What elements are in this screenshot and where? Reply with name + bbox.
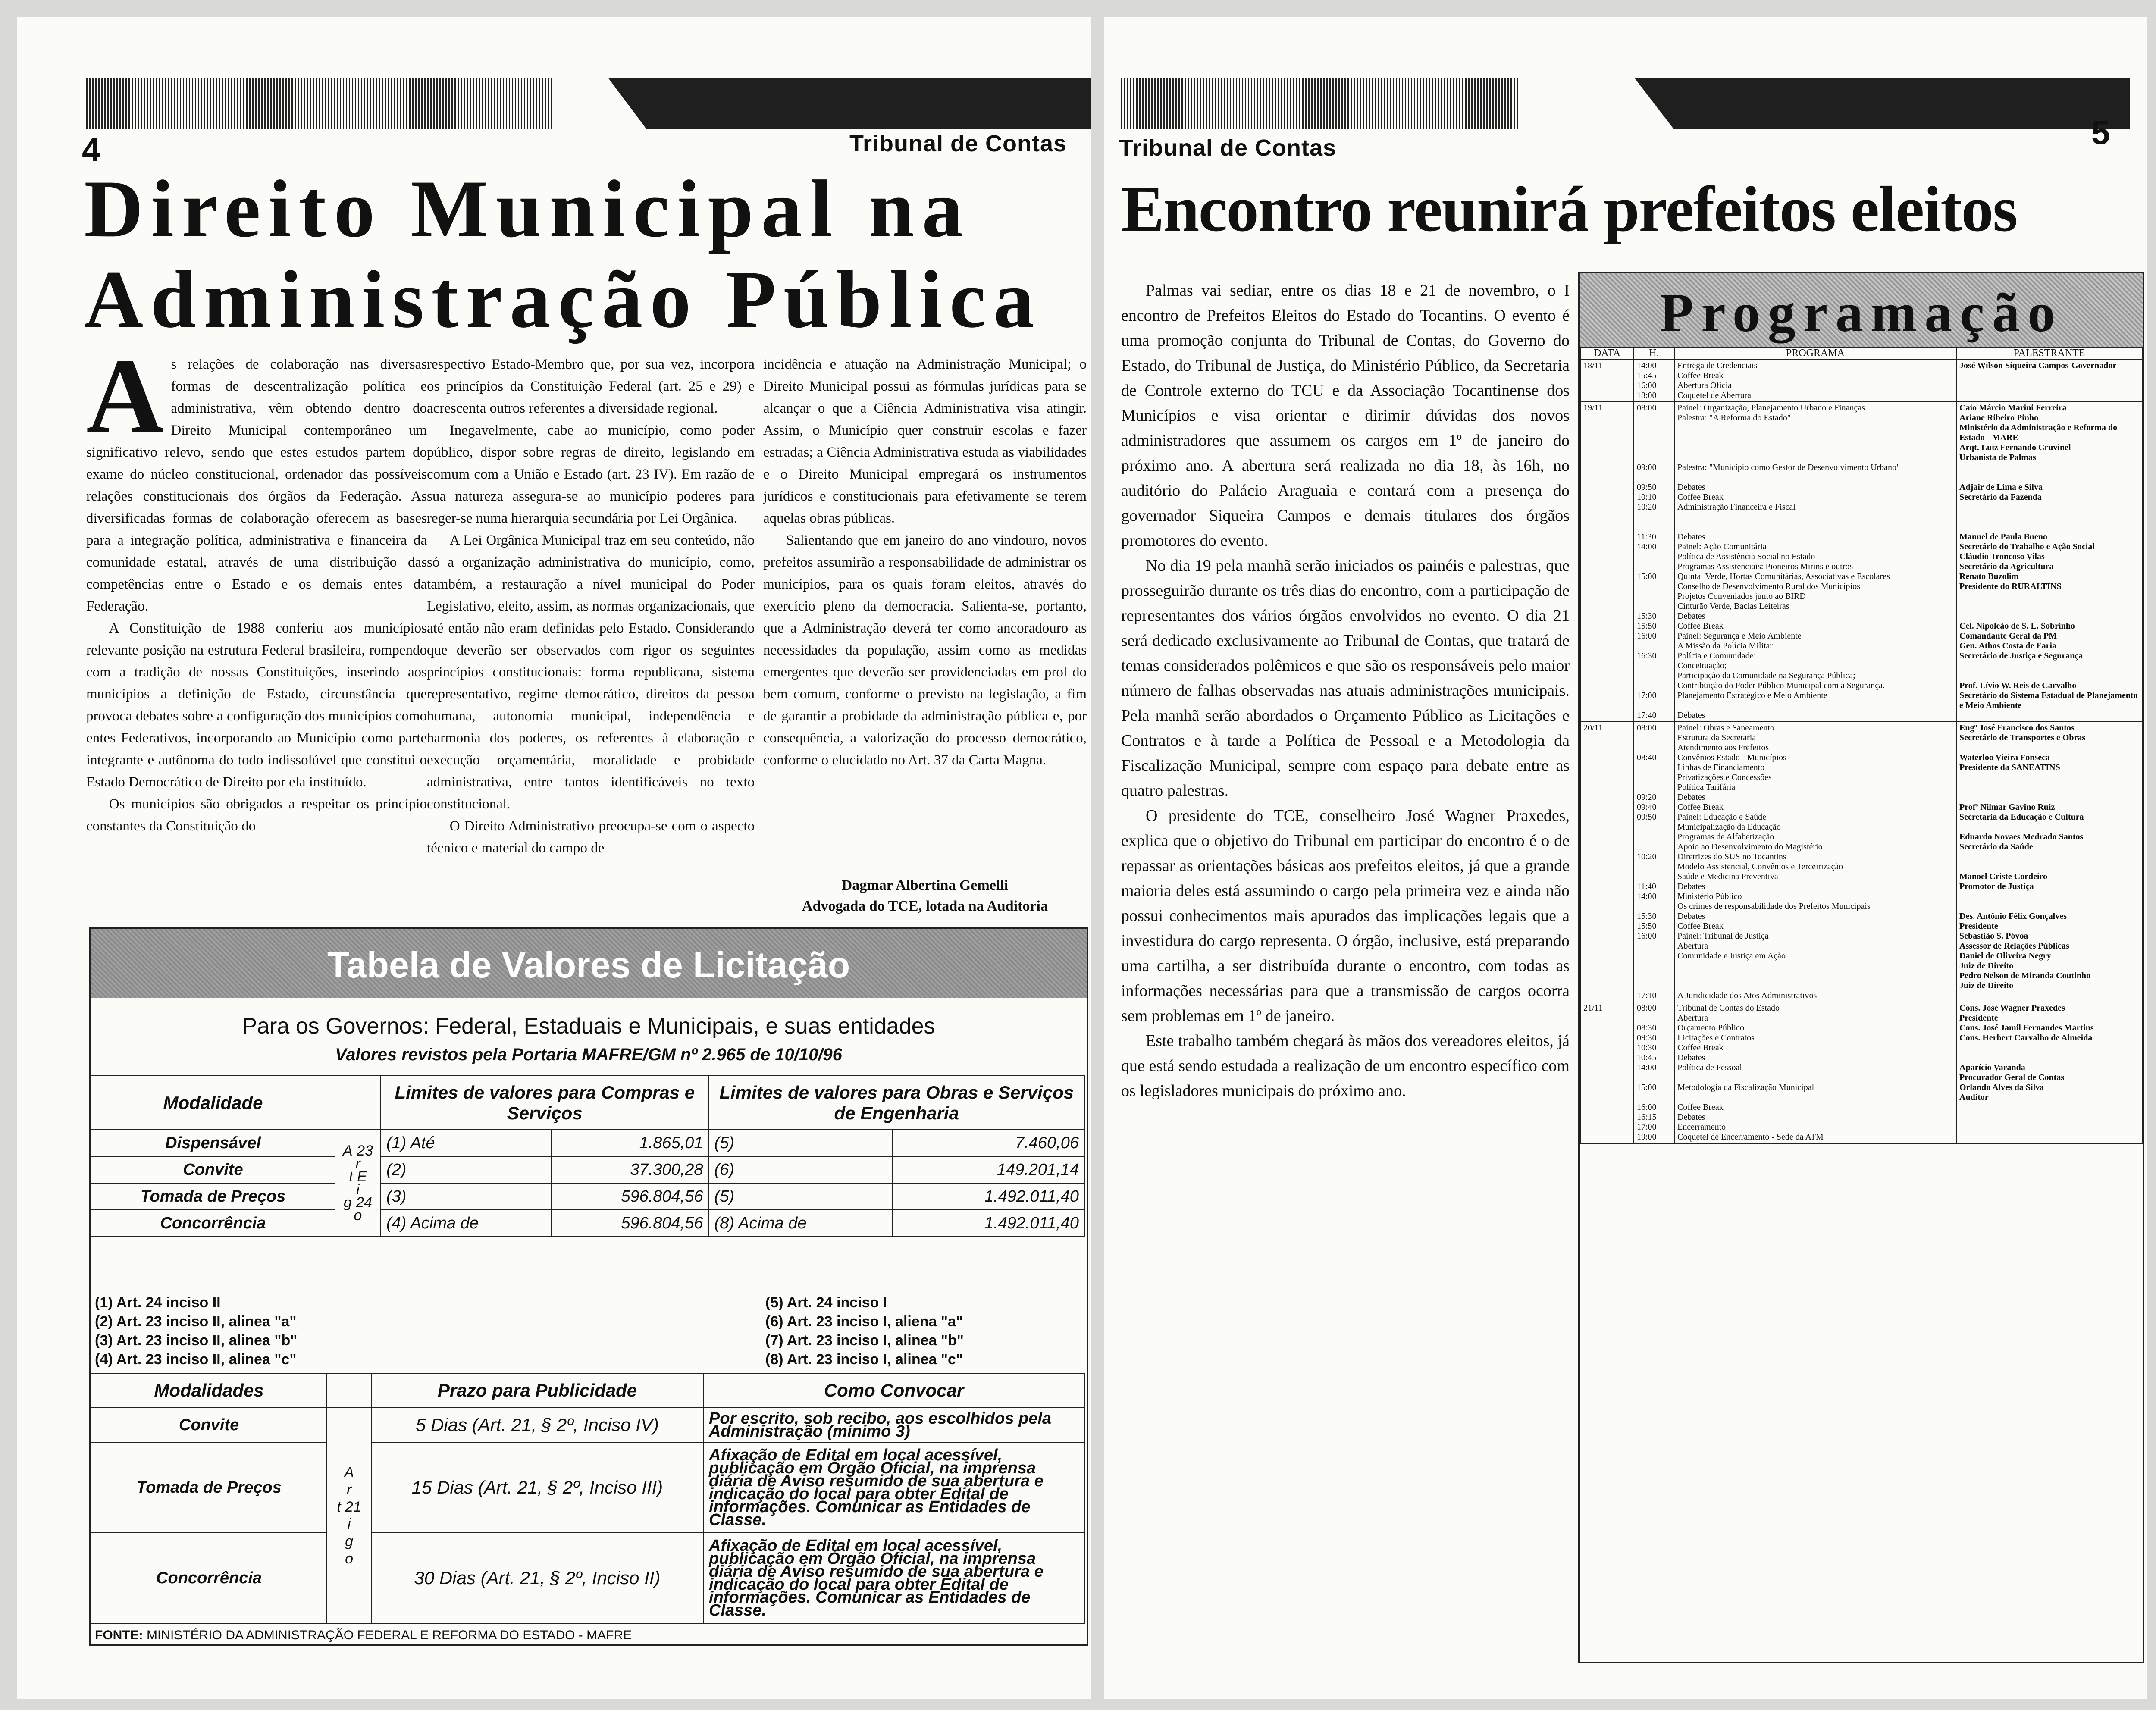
obras-label: (5) <box>709 1130 893 1156</box>
header-solid-band <box>608 78 1091 129</box>
artigo-letter: t <box>349 1168 353 1185</box>
paragraph: O presidente do TCE, conselheiro José Wagner Praxedes, explica que o objetivo do Tribunal em participar do encontro é o de repassar as orientações básicas aos prefeitos eleitos, já que a grande maioria deles está assumindo o cargo pela primeira vez e ainda não possui conhecimentos mais apurados das implicações legais que a investidura do cargo representa. O órgão, inclusive, está preparando uma cartilha, a ser distribuída durante o encontro, com todas as informações necessárias para que a transmissão de cargos ocorra sem problemas em 1º de janeiro. <box>1121 807 1570 1025</box>
table-row <box>91 1156 1084 1183</box>
col-header-compras: Limites de valores para Compras e Serviços <box>381 1076 709 1130</box>
row-modalidade: Tomada de Preços <box>91 1442 327 1533</box>
note: (6) Art. 23 inciso I, aliena "a" <box>765 1313 963 1330</box>
table-row <box>1580 722 2142 1002</box>
col2-paragraph-3: A Lei Orgânica Municipal traz em seu conteúdo, não só a organização administrativa do município, como, também, a restauração a nível municipal do Poder Legislativo, eleito, assim, as normas organizacionais, que até então não eram definidas pelo Estado. Considerando que deverão ser observados com rigor os seguintes princípios constitucionais: forma republicana, sistema representativo, regime democrático, direitos da pessoa humana, autonomia municipal, independência e harmonia dos poderes, os referentes à elaboração e execução orçamentária, moralidade e probidade administrativa, entre tantos identificáveis no texto constitucional. <box>427 532 755 812</box>
col-header-prazo: Prazo para Publicidade <box>371 1373 703 1408</box>
licitacao-portaria: Valores revistos pela Portaria MAFRE/GM nº 2.965 de 10/10/96 <box>335 1045 842 1064</box>
header-hatch-band <box>1121 78 1518 129</box>
headline-line-1: Direito Municipal na <box>84 164 971 254</box>
compras-value: 37.300,28 <box>551 1156 709 1183</box>
row-modalidade: Tomada de Preços <box>91 1183 335 1210</box>
obras-label: (8) Acima de <box>709 1210 893 1237</box>
compras-value: 596.804,56 <box>551 1183 709 1210</box>
compras-label: (3) <box>381 1183 551 1210</box>
programacao-box <box>1578 272 2144 1663</box>
day-times: 08:00 08:40 09:20 09:40 09:50 10:20 11:40 14:00 15:30 15:50 16:00 17:10 <box>1634 722 1674 1002</box>
row-modalidade: Convite <box>91 1408 327 1442</box>
day-date: 19/11 <box>1580 402 1634 722</box>
artigo-letter: i <box>347 1516 351 1532</box>
paragraph: Este trabalho também chegará às mãos dos vereadores eleitos, já que está sendo estudada a realização de um encontro específico com os legisladores municipais do próximo ano. <box>1121 1032 1570 1100</box>
artigo-number: 21 <box>345 1499 361 1515</box>
prazo-value: 5 Dias (Art. 21, § 2º, Inciso IV) <box>371 1408 703 1442</box>
col2-paragraph-1: respectivo Estado-Membro que, por sua vez, incorpora os princípios da Constituição Federal (art. 25 e 29) e acrescenta outros referentes a diversidade regional. <box>427 357 755 416</box>
artigo-letter: A <box>344 1464 354 1481</box>
drop-cap: A <box>86 336 164 456</box>
fonte-label: FONTE: <box>95 1628 143 1642</box>
day-programa: Painel: Organização, Planejamento Urbano e Finanças Palestra: "A Reforma do Estado" Palestra: "Município como Gestor de Desenvolvimento Urbano" Debates Coffee Break Administração Financeira e Fiscal Debates Painel: Ação Comunitária Política de Assistência Social no Estado Programas Assistenciais: Pioneiros Mirins e outros Quintal Verde, Hortas Comunitárias, Associativas e Escolares Conselho de Desenvolvimento Rural dos Municípios Projetos Conveniados junto ao BIRD Cinturão Verde, Bacias Leiteiras Debates Coffee Break Painel: Segurança e Meio Ambiente A Missão da Polícia Militar Polícia e Comunidade: Conceituação; Participação da Comunidade na Segurança Pública; Contribuição do Poder Público Municipal com a Segurança. Planejamento Estratégico e Meio Ambiente Debates <box>1674 402 1956 722</box>
licitacao-table-box <box>89 927 1088 1646</box>
artigo-letter: A <box>343 1143 353 1159</box>
artigo-letter: r <box>355 1156 360 1172</box>
table-row <box>91 1442 1084 1533</box>
day-programa: Entrega de Credenciais Coffee Break Abertura Oficial Coquetel de Abertura <box>1674 360 1956 402</box>
byline-role: Advogada do TCE, lotada na Auditoria <box>802 898 1048 914</box>
table-row <box>91 1130 1084 1156</box>
note: (8) Art. 23 inciso I, alinea "c" <box>765 1351 963 1368</box>
artigo-ref: 24 <box>356 1194 373 1211</box>
col-header-convocar: Como Convocar <box>703 1373 1084 1408</box>
col-header-artigo-spacer <box>327 1373 371 1408</box>
day-date: 18/11 <box>1580 360 1634 402</box>
col3-paragraph-1: incidência e atuação na Administração Municipal; o Direito Municipal possui as fórmulas jurídicas para se alcançar o que a Ciência Administrativa visa atingir. Assim, o Município quer construir escolas e fazer estradas; a Ciência Administrativa estuda as viabilidades e o Direito Municipal empregará os instrumentos jurídicos e constitucionais para efetivamente se terem aquelas obras públicas. <box>763 357 1087 526</box>
day-palestrante: Engº José Francisco dos Santos Secretário de Transportes e Obras Waterloo Vieira Fonseca Presidente da SANEATINS Profª Nilmar Gavino Ruiz Secretária da Educação e Cultura Eduardo Novaes Medrado Santos Secretário da Saúde Manoel Criste Cordeiro Promotor de Justiça Des. Antônio Félix Gonçalves Presidente Sebastião S. Póvoa Assessor de Relações Públicas Daniel de Oliveira Negry Juiz de Direito Pedro Nelson de Miranda Coutinho Juiz de Direito <box>1956 722 2142 1002</box>
col-header-programa: PROGRAMA <box>1674 347 1956 360</box>
day-programa: Tribunal de Contas do Estado Abertura Orçamento Público Licitações e Contratos Coffee Break Debates Política de Pessoal Metodologia da Fiscalização Municipal Coffee Break Debates Encerramento Coquetel de Encerramento - Sede da ATM <box>1674 1002 1956 1143</box>
licitacao-title: Tabela de Valores de Licitação <box>327 945 850 985</box>
day-times: 08:00 09:00 09:50 10:10 10:20 11:30 14:00 15:00 15:30 15:50 16:00 16:30 17:00 17:40 <box>1634 402 1674 722</box>
byline <box>763 875 1087 917</box>
programacao-table <box>1580 347 2143 1144</box>
notes-right <box>765 1293 964 1369</box>
day-palestrante: Cons. José Wagner Praxedes Presidente Cons. José Jamil Fernandes Martins Cons. Herbert Carvalho de Almeida Aparício Varanda Procurador Geral de Contas Orlando Alves da Silva Auditor <box>1956 1002 2142 1143</box>
programacao-title: Programação <box>1660 282 2063 343</box>
note: (7) Art. 23 inciso I, alinea "b" <box>765 1332 964 1349</box>
day-programa: Painel: Obras e Saneamento Estrutura da Secretaria Atendimento aos Prefeitos Convênios Estado - Municípios Linhas de Financiamento Privatizações e Concessões Política Tarifária Debates Coffee Break Painel: Educação e Saúde Municipalização da Educação Programas de Alfabetização Apoio ao Desenvolvimento do Magistério Diretrizes do SUS no Tocantins Modelo Assistencial, Convênios e Terceirização Saúde e Medicina Preventiva Debates Ministério Público Os crimes de responsabilidade dos Prefeitos Municipais Debates Coffee Break Painel: Tribunal de Justiça Abertura Comunidade e Justiça em Ação A Juridicidade dos Atos Administrativos <box>1674 722 1956 1002</box>
day-palestrante: Caio Márcio Marini Ferreira Ariane Ribeiro Pinho Ministério da Administração e Reforma do Estado - MARE Arqt. Luiz Fernando Cruvinel Urbanista de Palmas Adjair de Lima e Silva Secretário da Fazenda Manuel de Paula Bueno Secretário do Trabalho e Ação Social Cláudio Troncoso Vilas Secretário da Agricultura Renato Buzolim Presidente do RURALTINS Cel. Nipoleão de S. L. Sobrinho Comandante Geral da PM Gen. Athos Costa de Faria Secretário de Justiça e Segurança Prof. Lívio W. Reis de Carvalho Secretário do Sistema Estadual de Planejamento e Meio Ambiente <box>1956 402 2142 722</box>
day-times: 14:00 15:45 16:00 18:00 <box>1634 360 1674 402</box>
col1-paragraph-1: s relações de colaboração nas diversas formas de descentralização política e administrativa, vêm obtendo dentro do Direito Municipal contemporâneo um significativo relevo, sendo que estes estudos partem do exame do núcleo constitucional, ordenador das possíveis relações constitucionais dos órgãos da Federação. As diversificadas formas de colaboração oferecem as bases para a integração política, administrativa e financeira da comunidade estatal, através de uma distribuição das competências entre o Estado e os demais entes da Federação. <box>86 357 427 614</box>
col-header-data: DATA <box>1580 347 1634 360</box>
prazos-table <box>91 1373 1085 1624</box>
paragraph: No dia 19 pela manhã serão iniciados os painéis e palestras, que prosseguirão durante os três dias do encontro, com a participação de representantes dos vários órgãos envolvidos no evento. O dia 21 será dedicado exclusivamente ao Tribunal de Contas, que tratará de temas considerados polêmicos e que são os responsáveis pelo maior número de falhas observadas nas atuais administrações municipais. Pela manhã serão abordados o Orçamento Público as Licitações e Contratos e à tarde a Política de Pessoal e a Metodologia da Fiscalização Municipal, sempre com espaço para debate entre as quatro palestras. <box>1121 557 1570 800</box>
artigo-letter: g <box>343 1194 352 1211</box>
day-date: 21/11 <box>1580 1002 1634 1143</box>
col-header-obras: Limites de valores para Obras e Serviços de Engenharia <box>709 1076 1085 1130</box>
artigo-ref: 23 <box>357 1143 373 1159</box>
article-column-1 <box>86 336 427 837</box>
page-5 <box>1104 17 2147 1699</box>
col-header-modalidade: Modalidade <box>91 1076 335 1130</box>
headline: Encontro reunirá prefeitos eleitos <box>1121 173 2017 245</box>
day-date: 20/11 <box>1580 722 1634 1002</box>
day-palestrante: José Wilson Siqueira Campos-Governador <box>1956 360 2142 402</box>
note: (4) Art. 23 inciso II, alinea "c" <box>95 1351 297 1368</box>
compras-label: (1) Até <box>381 1130 551 1156</box>
artigo-cell <box>327 1408 371 1623</box>
note: (1) Art. 24 inciso II <box>95 1294 221 1311</box>
compras-value: 596.804,56 <box>551 1210 709 1237</box>
table-row <box>91 1533 1084 1623</box>
running-head: Tribunal de Contas <box>1119 135 1337 161</box>
fonte-text: MINISTÉRIO DA ADMINISTRAÇÃO FEDERAL E REFORMA DO ESTADO - MAFRE <box>147 1628 632 1642</box>
header-hatch-band <box>86 78 552 129</box>
note: (2) Art. 23 inciso II, alinea "a" <box>95 1313 297 1330</box>
row-modalidade: Concorrência <box>91 1533 327 1623</box>
day-times: 08:00 08:30 09:30 10:30 10:45 14:00 15:00 16:00 16:15 17:00 19:00 <box>1634 1002 1674 1143</box>
header-solid-band <box>1634 78 2130 129</box>
row-modalidade: Concorrência <box>91 1210 335 1237</box>
obras-value: 149.201,14 <box>892 1156 1084 1183</box>
table-row <box>91 1183 1084 1210</box>
running-head: Tribunal de Contas <box>849 131 1067 157</box>
convocar-value: Afixação de Edital em local acessível, publicação em Órgão Oficial, na imprensa diária de Aviso resumido de sua abertura e indicação do local para obter Edital de informações. Comunicar as Entidades de Classe. <box>703 1533 1084 1623</box>
headline-line-2: Administração Pública <box>84 254 1042 345</box>
artigo-letter: i <box>356 1181 360 1198</box>
col3-paragraph-2: Salientando que em janeiro do ano vindouro, novos prefeitos assumirão a responsabilidade de administrar os municípios, para os quais foram eleitos, através do exercício pleno da democracia. Salienta-se, portanto, que a Administração deverá ter como ancoradouro as necessidades da população, assim como as medidas emergentes que deverão ser providenciadas em prol do bem comum, conforme o previsto na legislação, a fim de garantir a probidade da administração pública e, por consequência, a valorização do processo democrático, conforme o elucidado no Art. 37 da Carta Magna. <box>763 532 1087 768</box>
limites-table <box>91 1075 1085 1237</box>
page-number: 5 <box>2091 113 2110 151</box>
obras-label: (6) <box>709 1156 893 1183</box>
artigo-letter: o <box>345 1550 354 1567</box>
artigo-ref: E <box>357 1168 367 1185</box>
fonte-line <box>95 1628 632 1643</box>
note: (3) Art. 23 inciso II, alinea "b" <box>95 1332 298 1349</box>
prazo-value: 15 Dias (Art. 21, § 2º, Inciso III) <box>371 1442 703 1533</box>
col1-paragraph-3: Os municípios são obrigados a respeitar os princípio constantes da Constituição do <box>86 796 427 834</box>
obras-value: 1.492.011,40 <box>892 1210 1084 1237</box>
artigo-letter: t <box>337 1499 341 1515</box>
col2-paragraph-4: O Direito Administrativo preocupa-se com o aspecto técnico e material do campo de <box>427 818 755 856</box>
convocar-value: Por escrito, sob recibo, aos escolhidos pela Administração (mínimo 3) <box>703 1408 1084 1442</box>
artigo-letter: g <box>345 1533 354 1550</box>
licitacao-subtitle: Para os Governos: Federal, Estaduais e Municipais, e suas entidades <box>242 1014 935 1039</box>
article-body <box>1121 278 1570 1103</box>
col-header-artigo-spacer <box>335 1076 381 1130</box>
compras-label: (2) <box>381 1156 551 1183</box>
artigo-letter: o <box>354 1207 362 1224</box>
artigo-letter: r <box>346 1481 352 1498</box>
col-header-modalidades: Modalidades <box>91 1373 327 1408</box>
article-column-2 <box>427 354 755 859</box>
table-row <box>1580 1002 2142 1143</box>
page-4 <box>17 17 1091 1699</box>
col-header-hora: H. <box>1634 347 1674 360</box>
compras-value: 1.865,01 <box>551 1130 709 1156</box>
article-column-3 <box>763 354 1087 771</box>
notes-left <box>95 1293 297 1369</box>
table-row <box>91 1210 1084 1237</box>
artigo-cell <box>335 1130 381 1237</box>
byline-name: Dagmar Albertina Gemelli <box>841 877 1009 893</box>
table-row <box>1580 360 2142 402</box>
col-header-palestrante: PALESTRANTE <box>1956 347 2142 360</box>
table-row <box>1580 402 2142 722</box>
page-number: 4 <box>82 131 101 169</box>
obras-value: 7.460,06 <box>892 1130 1084 1156</box>
table-row <box>91 1408 1084 1442</box>
col2-paragraph-2: Inegavelmente, cabe ao município, como poder público, dispor sobre regras de direito, legislando em comum com a União e Estado (art. 23 IV). Em razão de sua natureza assegura-se ao município poderes para reger-se numa hierarquia secundária por Lei Orgânica. <box>427 423 755 526</box>
col1-paragraph-2: A Constituição de 1988 conferiu aos municípios relevante posição na estrutura Federal brasileira, rompendo com a tradição de nossas Constituições, inserindo aos municípios a definição de Estado, circunstância que provoca debates sobre a configuração dos municípios como entes Federativos, incorporando ao Município como parte integrante e autônoma do todo indissolúvel que constitui o Estado Democrático de Direito por ela instituído. <box>86 620 427 790</box>
paragraph: Palmas vai sediar, entre os dias 18 e 21 de novembro, o I encontro de Prefeitos Eleitos do Estado do Tocantins. O evento é uma promoção conjunta do Tribunal de Contas, do Governo do Estado, do Tribunal de Justiça, do Ministério Público, da Secretaria de Controle externo do TCU e da Associação Tocantinense dos Municípios e visa orientar e dirimir dúvidas dos novos administradores que assumem os cargos em 1º de janeiro do próximo ano. A abertura será realizada no dia 18, às 16h, no auditório do Palácio Araguaia e contará com a presença do governador Siqueira Campos e demais titulares dos órgãos promotores do evento. <box>1121 282 1570 550</box>
prazo-value: 30 Dias (Art. 21, § 2º, Inciso II) <box>371 1533 703 1623</box>
compras-label: (4) Acima de <box>381 1210 551 1237</box>
convocar-value: Afixação de Edital em local acessível, publicação em Órgão Oficial, na imprensa diária de Aviso resumido de sua abertura e indicação do local para obter Edital de informações. Comunicar as Entidades de Classe. <box>703 1442 1084 1533</box>
note: (5) Art. 24 inciso I <box>765 1294 887 1311</box>
row-modalidade: Convite <box>91 1156 335 1183</box>
obras-label: (5) <box>709 1183 893 1210</box>
row-modalidade: Dispensável <box>91 1130 335 1156</box>
obras-value: 1.492.011,40 <box>892 1183 1084 1210</box>
